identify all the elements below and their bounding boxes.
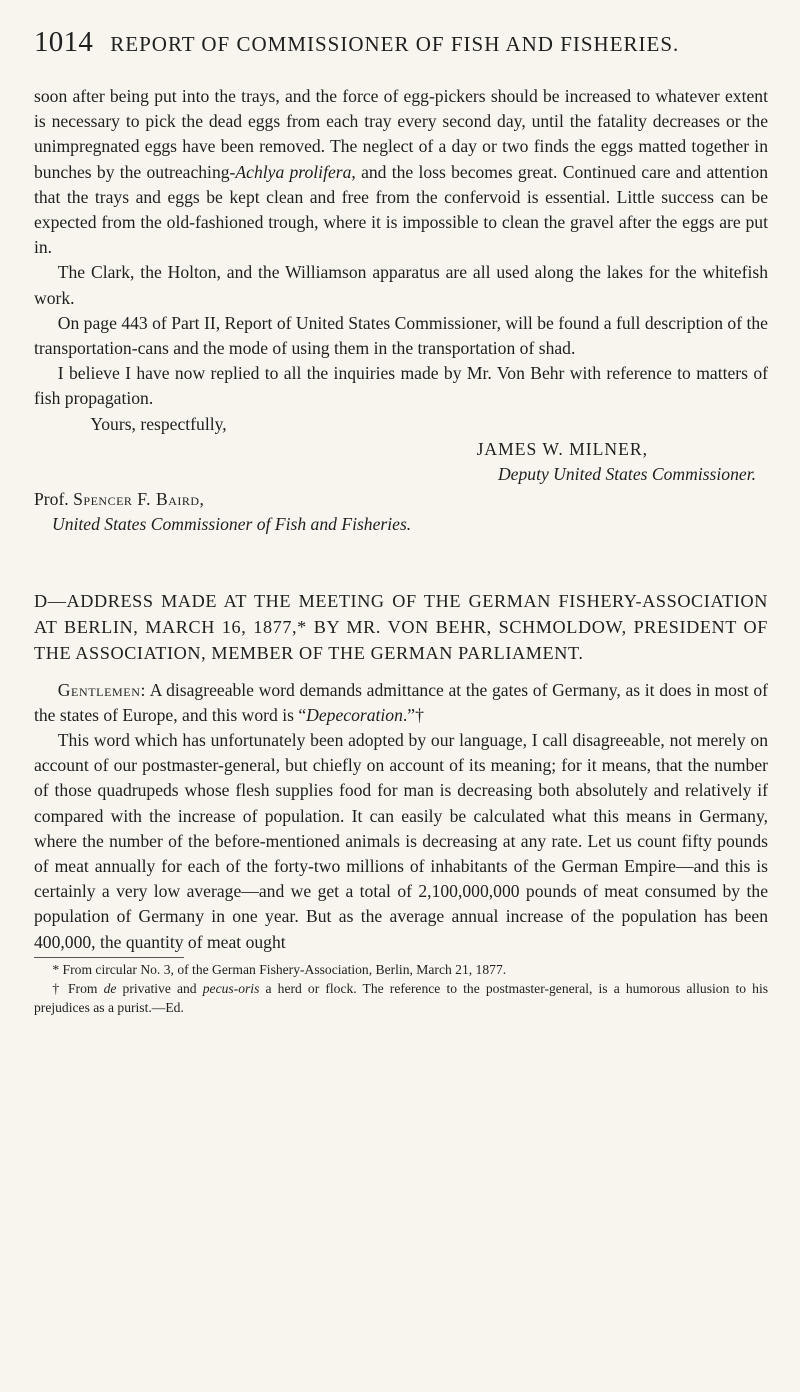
page-header (34, 26, 754, 59)
paragraph-text: soon after being put into the trays, and the force of egg-pickers should be increased to whatever extent is necessary to pick the dead eggs from each tray every second day, until the fatality decreases or the unimpregnated eggs have been removed. The neglect of a day or two finds the eggs matted together in bunches by the outreaching (34, 86, 768, 182)
running-title: REPORT OF COMMISSIONER OF FISH AND FISHERIES. (110, 32, 680, 56)
page-body (34, 84, 768, 1017)
latin-word: de (103, 980, 117, 996)
footnote-divider (34, 957, 184, 958)
latin-word: pecus-oris (202, 980, 260, 996)
letter-paragraph-4: I believe I have now replied to all the inquiries made by Mr. Von Behr with reference to matters of fish propagation. (34, 363, 768, 409)
signature-name: JAMES W. MILNER, (476, 438, 648, 459)
letter-paragraph-3: On page 443 of Part II, Report of United States Commissioner, will be found a full description of the transportation-cans and the mode of using them in the transportation of shad. (34, 312, 768, 359)
addressee-person: Spencer F. Baird, (73, 489, 205, 510)
addressee-name (34, 487, 768, 512)
species-name: Achlya prolifera (235, 161, 352, 182)
letter-closing: Yours, respectfully, (90, 413, 227, 434)
footnotes (34, 960, 768, 1017)
highlighted-word: Depecoration (306, 704, 403, 725)
paragraph-text: a herd or flock. The reference to the postmaster-general, is a humorous allusion to his prejudices as a purist.—Ed. (34, 980, 769, 1015)
footnote-2 (34, 979, 768, 1017)
section-paragraph-2: This word which has unfortunately been adopted by our language, I call disagreeable, not merely on account of our postmaster-general, but chiefly on account of its meaning; for it means, that the number of those quadrupeds whose flesh supplies food for man is decreasing both absolutely and relatively if compared with the increase of population. It can easily be calculated what this means in Germany, where the number of the before-mentioned animals is decreasing at any rate. Let us count fifty pounds of meat annually for each of the forty-two millions of inhabitants of the German Empire—and this is certainly a very low average—and we get a total of 2,100,000,000 pounds of meat consumed by the population of Germany in one year. But as the average annual increase of the population has been 400,000, the quantity of meat ought (34, 730, 768, 952)
section-heading: D—ADDRESS MADE AT THE MEETING OF THE GERMAN FISHERY-ASSOCIATION AT BERLIN, MARCH 16, 1877,* BY MR. VON BEHR, SCHMOLDOW, PRESIDENT OF THE ASSOCIATION, MEMBER OF THE GERMAN PARLIAMENT. (34, 590, 768, 663)
section-paragraph-1 (34, 678, 768, 728)
page-number: 1014 (34, 26, 94, 58)
paragraph-text: , and the loss becomes great. Continued care and attention that the trays and eggs be kept clean and free from the confervoid is essential. Little success can be expected from the old-fashioned trough, where it is impossible to clean the gravel after the eggs are put in. (34, 161, 769, 258)
addressee-prefix: Prof. (34, 489, 69, 510)
paragraph-text: † From (52, 980, 98, 996)
paragraph-text: A disagreeable word demands admittance at the gates of Germany, as it does in most of the states of Europe, and this word is “ (34, 679, 768, 725)
signature-title: Deputy United States Commissioner. (497, 464, 756, 485)
paragraph-text: .”† (402, 704, 424, 725)
letter-paragraph-1: soon after being put into the trays, and the force of egg-pickers should be increased to whatever extent is necessary to pick the dead eggs from each tray every second day, until the fatality decreases or the unimpregnated eggs have been removed. The neglect of a day or two finds the eggs matted together in bunches by the outreaching-Achlya prolifera, and the loss becomes great. Continued care and attention that the trays and eggs be kept clean and free from the confervoid is essential. Little success can be expected from the old-fashioned trough, where it is impossible to clean the gravel after the eggs are put in. (34, 86, 769, 258)
paragraph-text: privative and (122, 980, 197, 996)
addressee-title: United States Commissioner of Fish and Fisheries. (52, 514, 412, 535)
footnote-1: * From circular No. 3, of the German Fishery-Association, Berlin, March 21, 1877. (52, 961, 507, 977)
salutation: Gentlemen: (57, 679, 146, 700)
letter-paragraph-2: The Clark, the Holton, and the Williamson apparatus are all used along the lakes for the whitefish work. (34, 262, 768, 308)
